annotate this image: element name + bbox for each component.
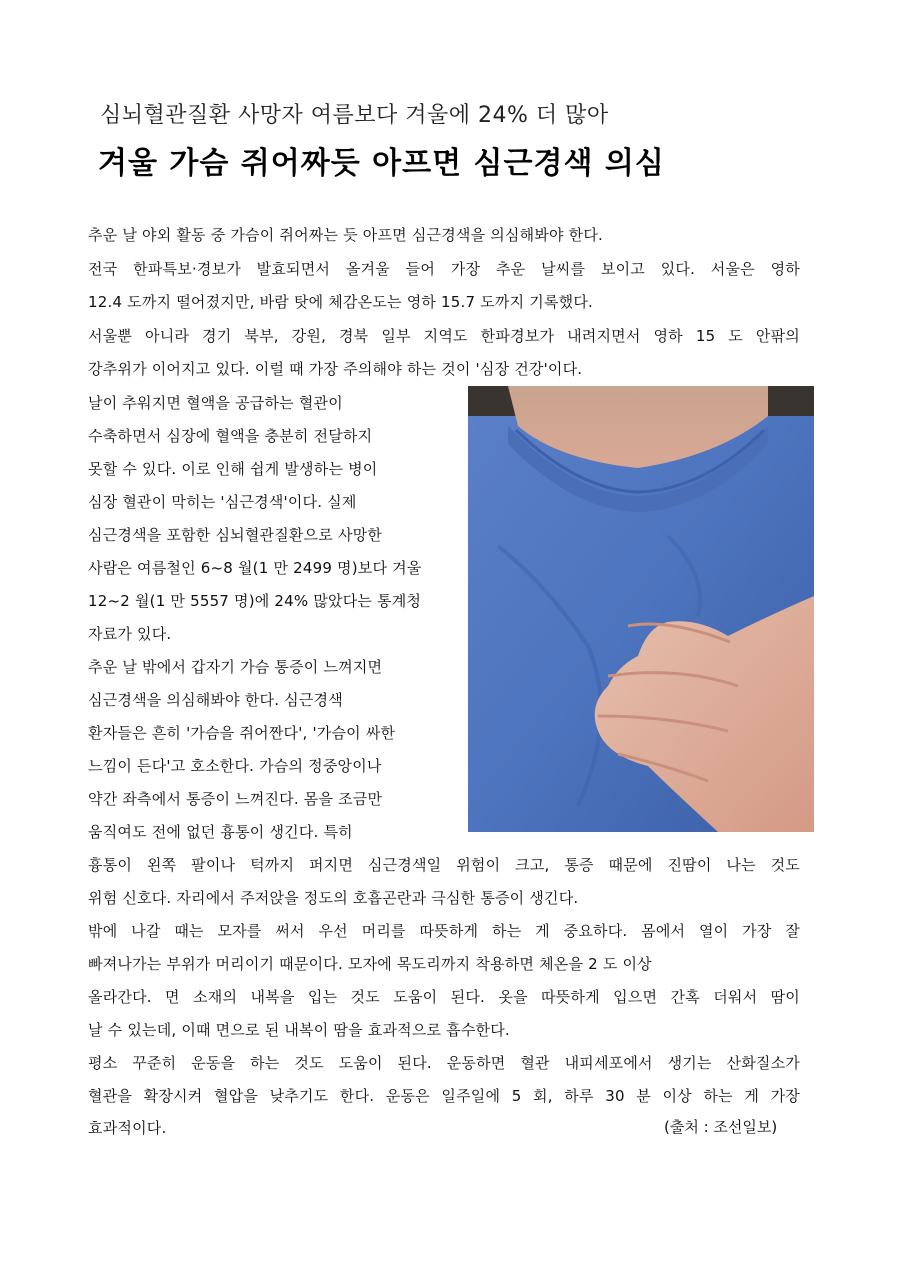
body-line: 추운 날 야외 활동 중 가슴이 쥐어짜는 듯 아프면 심근경색을 의심해봐야 한다.	[88, 226, 604, 244]
body-line: 빠져나가는 부위가 머리이기 때문이다. 모자에 목도리까지 착용하면 체온을 2 도 이상	[88, 955, 652, 973]
article-subtitle: 심뇌혈관질환 사망자 여름보다 겨울에 24% 더 많아	[100, 103, 609, 128]
body-line: 날 수 있는데, 이때 면으로 된 내복이 땀을 효과적으로 흡수한다.	[88, 1021, 510, 1039]
body-line: 올라간다. 면 소재의 내복을 입는 것도 도움이 된다. 옷을 따뜻하게 입으면 간혹 더워서 땀이	[88, 988, 800, 1006]
body-line: 추운 날 밖에서 갑자기 가슴 통증이 느껴지면	[88, 658, 383, 676]
body-line: 못할 수 있다. 이로 인해 쉽게 발생하는 병이	[88, 460, 378, 478]
body-line: 자료가 있다.	[88, 625, 172, 643]
body-line: 심근경색을 의심해봐야 한다. 심근경색	[88, 691, 343, 709]
body-line: 심근경색을 포함한 심뇌혈관질환으로 사망한	[88, 526, 383, 544]
body-line: 환자들은 흔히 '가슴을 쥐어짠다', '가슴이 싸한	[88, 724, 396, 742]
body-line: 전국 한파특보·경보가 발효되면서 올겨울 들어 가장 추운 날씨를 보이고 있다. 서울은 영하	[88, 260, 800, 278]
body-line: 사람은 여름철인 6~8 월(1 만 2499 명)보다 겨울	[88, 559, 422, 577]
body-line: 평소 꾸준히 운동을 하는 것도 도움이 된다. 운동하면 혈관 내피세포에서 생기는 산화질소가	[88, 1054, 800, 1072]
body-line: 위험 신호다. 자리에서 주저앉을 정도의 호흡곤란과 극심한 통증이 생긴다.	[88, 889, 579, 907]
body-line: 서울뿐 아니라 경기 북부, 강원, 경북 일부 지역도 한파경보가 내려지면서 영하 15 도 안팎의	[88, 327, 800, 345]
body-line: 12.4 도까지 떨어졌지만, 바람 탓에 체감온도는 영하 15.7 도까지 기록했다.	[88, 293, 593, 311]
body-line: 느낌이 든다'고 호소한다. 가슴의 정중앙이나	[88, 757, 382, 775]
body-line: 흉통이 왼쪽 팔이나 턱까지 퍼지면 심근경색일 위험이 크고, 통증 때문에 진땀이 나는 것도	[88, 856, 800, 874]
body-line: 효과적이다.	[88, 1119, 167, 1137]
body-line: 혈관을 확장시켜 혈압을 낮추기도 한다. 운동은 일주일에 5 회, 하루 30 분 이상 하는 게 가장	[88, 1087, 800, 1105]
chest-pain-photo	[468, 386, 814, 832]
body-line: 밖에 나갈 때는 모자를 써서 우선 머리를 따뜻하게 하는 게 중요하다. 몸에서 열이 가장 잘	[88, 922, 800, 940]
body-line: 약간 좌측에서 통증이 느껴진다. 몸을 조금만	[88, 790, 383, 808]
body-line: 심장 혈관이 막히는 '심근경색'이다. 실제	[88, 493, 357, 511]
body-line: 움직여도 전에 없던 흉통이 생긴다. 특히	[88, 823, 353, 841]
article-title: 겨울 가슴 쥐어짜듯 아프면 심근경색 의심	[98, 146, 665, 181]
body-line: 12~2 월(1 만 5557 명)에 24% 많았다는 통계청	[88, 592, 422, 610]
source-credit: (출처 : 조선일보)	[664, 1118, 778, 1136]
body-line: 강추위가 이어지고 있다. 이럴 때 가장 주의해야 하는 것이 '심장 건강'이다.	[88, 360, 583, 378]
body-line: 수축하면서 심장에 혈액을 충분히 전달하지	[88, 427, 373, 445]
body-line: 날이 추워지면 혈액을 공급하는 혈관이	[88, 394, 343, 412]
